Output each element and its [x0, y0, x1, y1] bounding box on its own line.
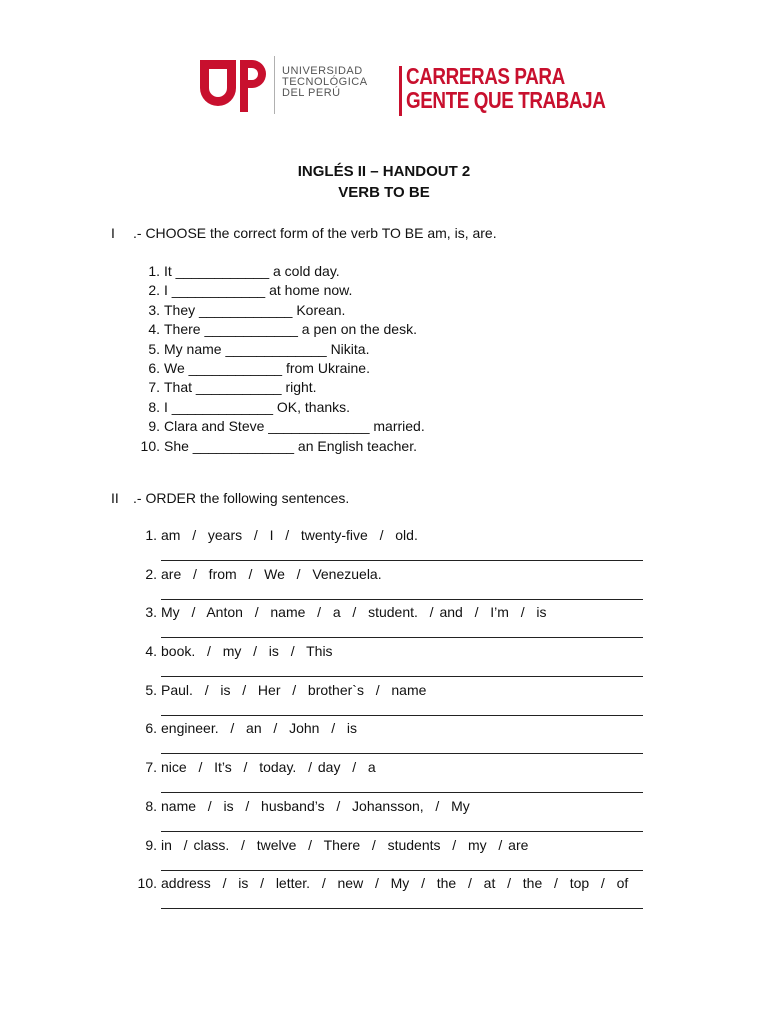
list-item: 10. She _____________ an English teacher.	[140, 437, 417, 454]
answer-line[interactable]	[161, 637, 643, 638]
list-item: 8. I _____________ OK, thanks.	[148, 398, 351, 415]
answer-line[interactable]	[161, 908, 643, 909]
page-subtitle: VERB TO BE	[338, 184, 430, 201]
section-2-heading	[111, 490, 349, 506]
section-instruction: .- ORDER the following sentences.	[133, 490, 350, 506]
answer-line[interactable]	[161, 560, 643, 561]
answer-line[interactable]	[161, 792, 643, 793]
list-item: 3. They ____________ Korean.	[148, 301, 346, 318]
list-item: 9. Clara and Steve _____________ married.	[148, 418, 425, 435]
answer-line[interactable]	[161, 870, 643, 871]
list-item: 9. in / class. / twelve / There / students / my / are	[161, 836, 645, 875]
answer-line[interactable]	[161, 676, 643, 677]
list-item: 6. We ____________ from Ukraine.	[148, 359, 370, 376]
tagline: CARRERAS PARA GENTE QUE TRABAJA	[406, 63, 606, 113]
list-item: 7. nice / It’s / today. / day / a	[161, 758, 645, 797]
list-item: 2. I ____________ at home now.	[148, 282, 353, 299]
list-item: 4. There ____________ a pen on the desk.	[148, 321, 417, 338]
list-item: 5. My name _____________ Nikita.	[148, 340, 370, 357]
list-item: 8. name / is / husband’s / Johansson, / My	[161, 797, 645, 836]
list-item: 6. engineer. / an / John / is	[161, 719, 645, 758]
header	[196, 50, 616, 120]
utp-logo-icon	[196, 54, 268, 114]
answer-line[interactable]	[161, 753, 643, 754]
list-item: 4. book. / my / is / This	[161, 642, 645, 681]
list-item: 2. are / from / We / Venezuela.	[161, 565, 645, 604]
section-number: I	[111, 225, 115, 241]
list-item: 1. It ____________ a cold day.	[148, 263, 340, 279]
list-item: 3. My / Anton / name / a / student. / and / I’m / is	[161, 603, 645, 642]
answer-line[interactable]	[161, 715, 643, 716]
logo-divider	[274, 56, 275, 114]
list-item: 10. address / is / letter. / new / My / the / at / the / top / of	[161, 874, 645, 913]
section-instruction: .- CHOOSE the correct form of the verb TO BE am, is, are.	[133, 225, 497, 241]
tagline-divider	[399, 66, 402, 116]
list-item: 5. Paul. / is / Her / brother`s / name	[161, 681, 645, 720]
list-item: 7. That ___________ right.	[148, 379, 317, 396]
list-item: 1. am / years / I / twenty-five / old.	[161, 526, 645, 565]
page-title: INGLÉS II – HANDOUT 2	[297, 163, 471, 180]
exercise-2-list	[137, 526, 645, 913]
section-number: II	[111, 490, 119, 506]
section-1-heading	[111, 225, 497, 241]
answer-line[interactable]	[161, 599, 643, 600]
exercise-1-list	[140, 262, 425, 456]
university-name: UNIVERSIDAD TECNOLÓGICA DEL PERÚ	[282, 65, 368, 99]
answer-line[interactable]	[161, 831, 643, 832]
